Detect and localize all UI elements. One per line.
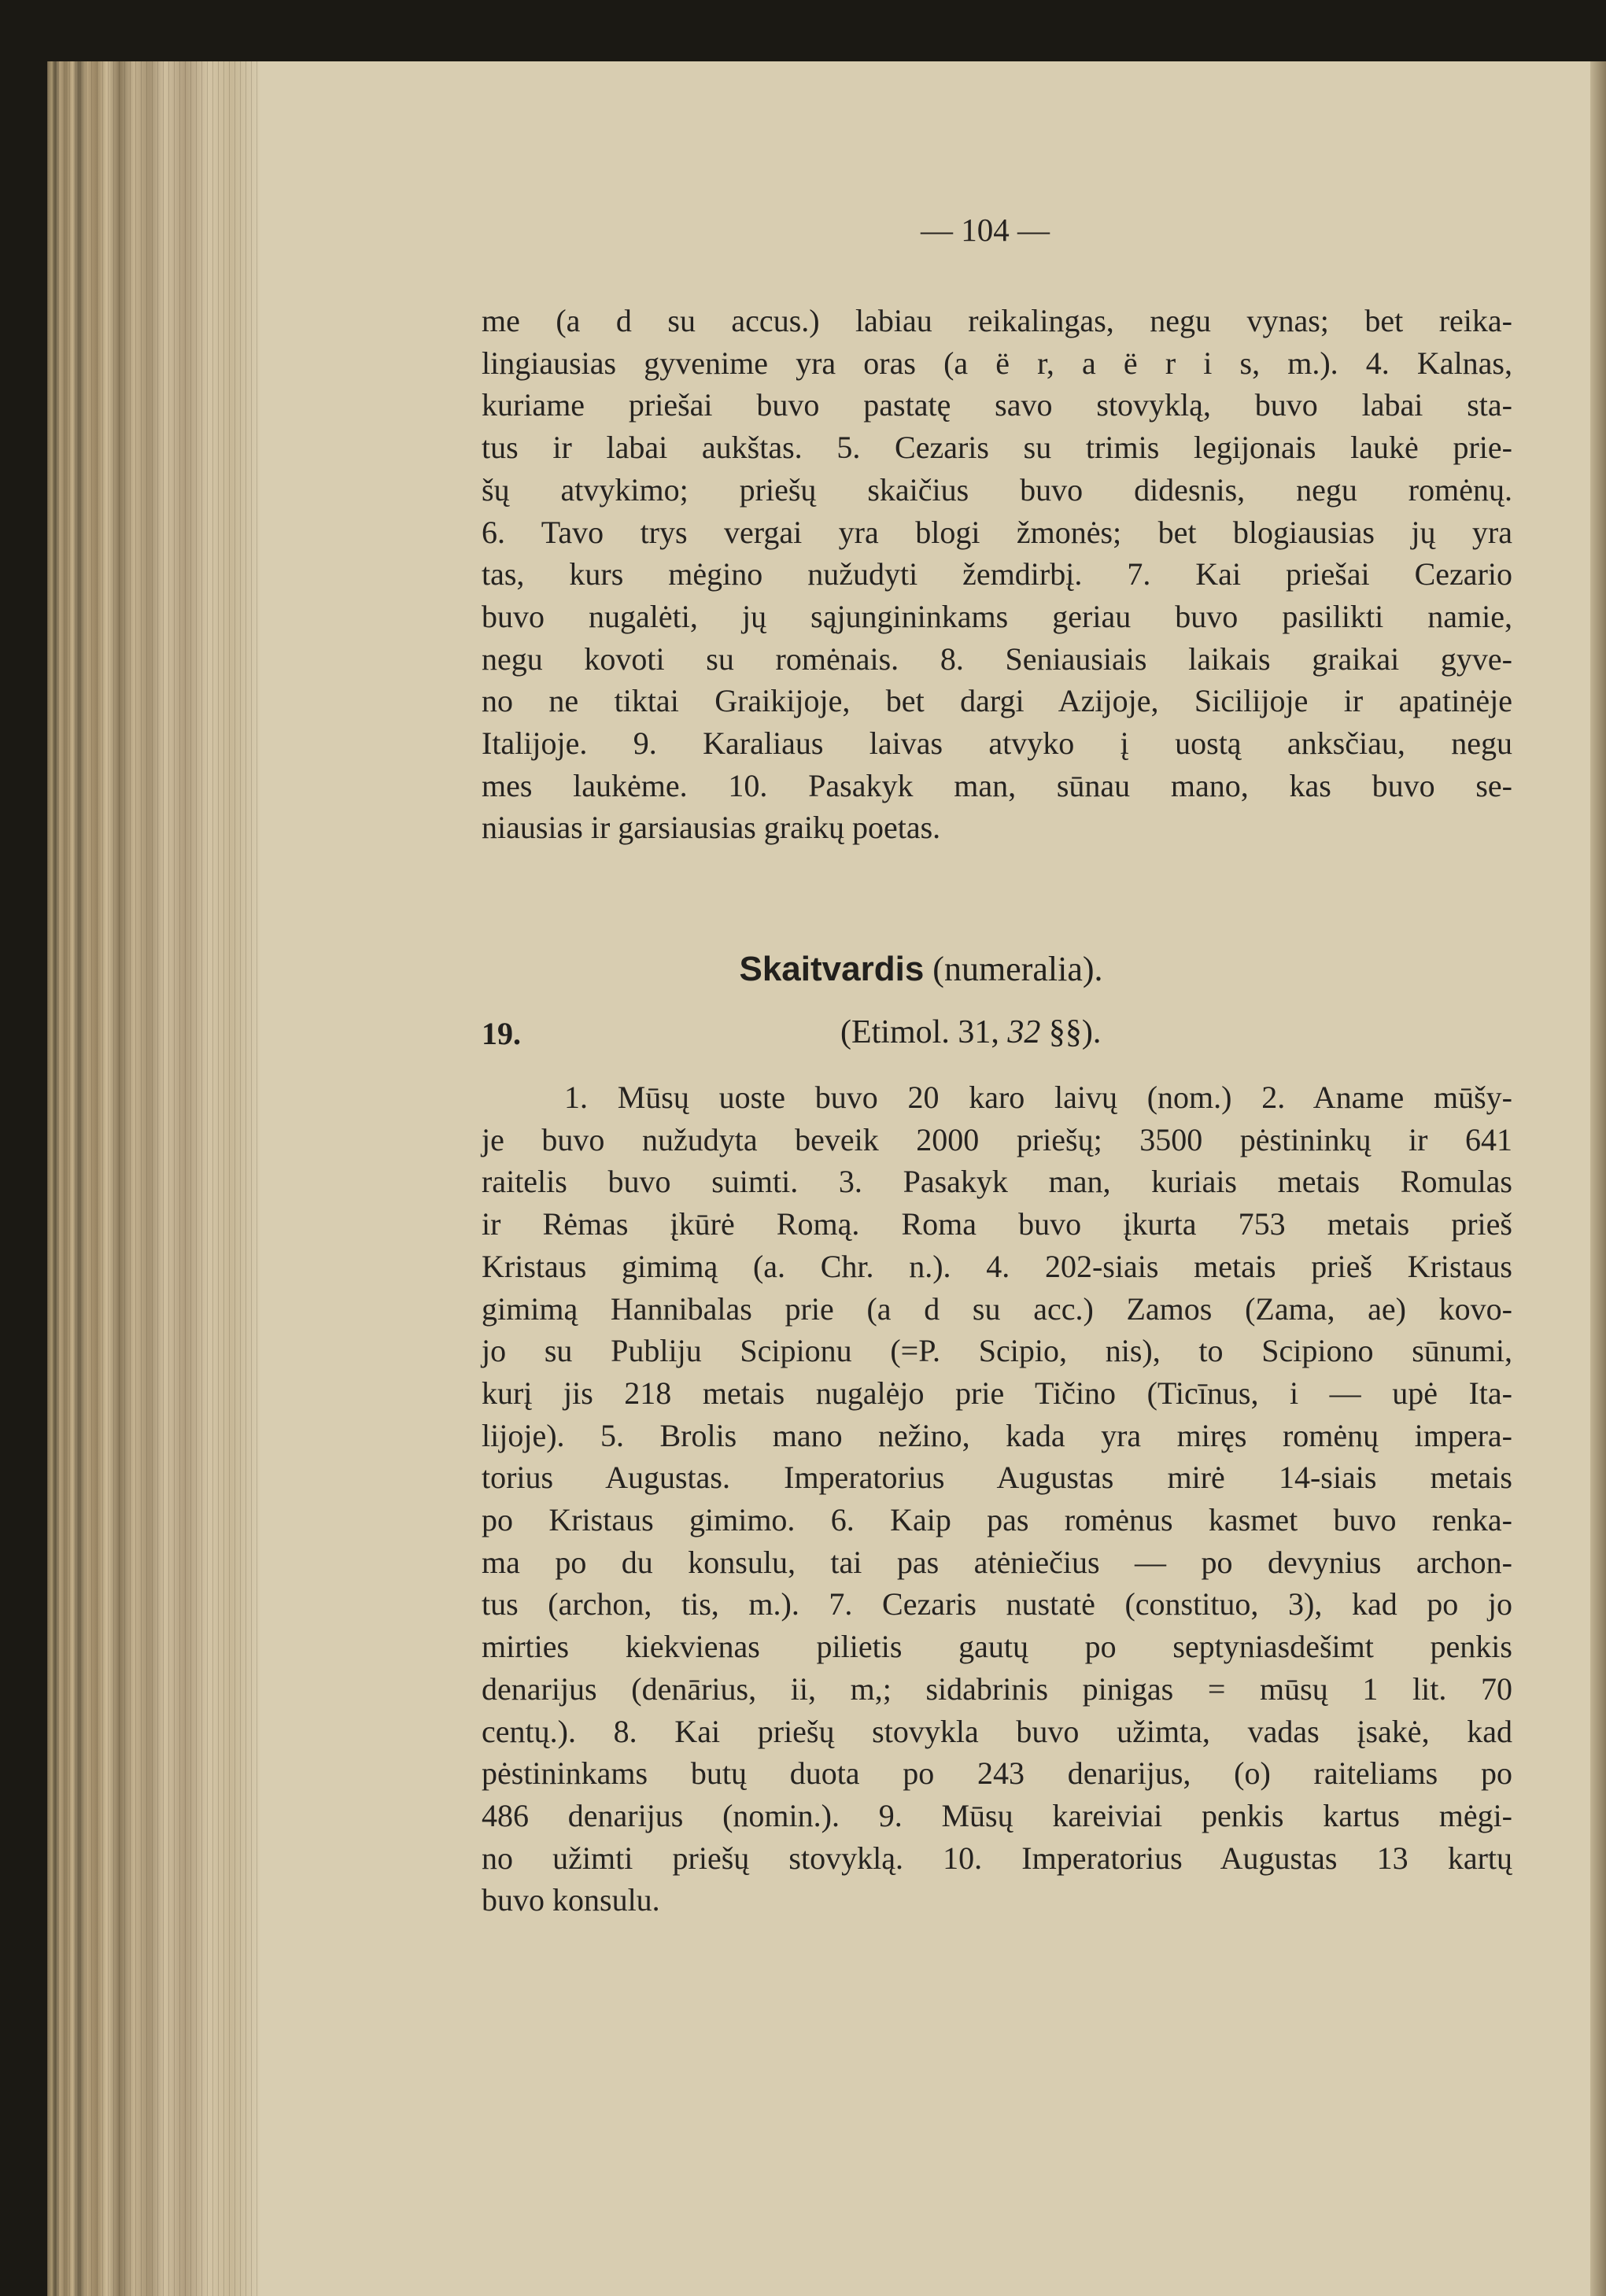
text-line: buvo nugalėti, jų sąjungininkams geriau buvo pasilikti namie, (482, 598, 1512, 634)
section-title-suffix: (numeralia). (932, 950, 1103, 988)
text-line: tus (archon, tis, m.). 7. Cezaris nustatė (constituo, 3), kad po jo (482, 1586, 1512, 1622)
text-line: buvo konsulu. (482, 1882, 660, 1918)
right-page-edge (1590, 61, 1606, 2296)
text-line: 6. Tavo trys vergai yra blogi žmonės; bet blogiausias jų yra (482, 514, 1512, 550)
text-line: centų.). 8. Kai priešų stovykla buvo užimta, vadas įsakė, kad (482, 1713, 1512, 1749)
text-line: negu kovoti su romėnais. 8. Seniausiais laikais graikai gyve- (482, 640, 1512, 677)
text-line: denarijus (denārius, ii, m,; sidabrinis pinigas = mūsų 1 lit. 70 (482, 1670, 1512, 1707)
reference-suffix: §§). (1040, 1014, 1102, 1050)
exercise-reference (840, 1013, 1101, 1051)
section-title: Skaitvardis (739, 950, 925, 988)
text-line: gimimą Hannibalas prie (a d su acc.) Zamos (Zama, ae) kovo- (482, 1290, 1512, 1327)
exercise-19-text (482, 1076, 1512, 1921)
text-line: lijoje). 5. Brolis mano nežino, kada yra miręs romėnų impera- (482, 1417, 1512, 1453)
text-line: 486 denarijus (nomin.). 9. Mūsų kareiviai penkis kartus mėgi- (482, 1797, 1512, 1833)
text-line: torius Augustas. Imperatorius Augustas mirė 14-siais metais (482, 1460, 1512, 1496)
text-line: jo su Publiju Scipionu (=P. Scipio, nis), to Scipiono sūnumi, (482, 1333, 1512, 1369)
page-number: — 104 — (921, 212, 1050, 248)
text-line: mes laukėme. 10. Pasakyk man, sūnau mano, kas buvo se- (482, 767, 1512, 803)
text-line: kurį jis 218 metais nugalėjo prie Tičino (Ticīnus, i — upė Ita- (482, 1375, 1512, 1411)
text-line: šų atvykimo; priešų skaičius buvo didesnis, negu romėnų. (482, 471, 1512, 508)
text-line: niausias ir garsiausias graikų poetas. (482, 810, 941, 846)
reference-prefix: (Etimol. 31, (840, 1014, 1008, 1050)
text-line: mirties kiekvienas pilietis gautų po septyniasdešimt penkis (482, 1629, 1512, 1665)
text-line: 1. Mūsų uoste buvo 20 karo laivų (nom.) 2. Aname mūšy- (564, 1080, 1512, 1115)
text-line: kuriame priešai buvo pastatę savo stovyklą, buvo labai sta- (482, 387, 1512, 423)
page-block-edges (47, 61, 260, 2296)
reference-italic: 32 (1007, 1014, 1041, 1050)
text-line: Kristaus gimimą (a. Chr. n.). 4. 202-siais metais prieš Kristaus (482, 1248, 1512, 1284)
text-line: tas, kurs mėgino nužudyti žemdirbį. 7. Kai priešai Cezario (482, 556, 1512, 592)
text-line: pėstininkams butų duota po 243 denarijus, (o) raiteliams po (482, 1755, 1512, 1792)
text-line: ma po du konsulu, tai pas atėniečius — po devynius archon- (482, 1544, 1512, 1580)
text-line: me (a d su accus.) labiau reikalingas, negu vynas; bet reika- (482, 303, 1512, 338)
text-line: no ne tiktai Graikijoje, bet dargi Azijoje, Sicilijoje ir apatinėje (482, 683, 1512, 719)
text-line: Italijoje. 9. Karaliaus laivas atvyko į uostą anksčiau, negu (482, 725, 1512, 762)
text-line: ir Rėmas įkūrė Romą. Roma buvo įkurta 753 metais prieš (482, 1206, 1512, 1242)
text-line: je buvo nužudyta beveik 2000 priešų; 3500 pėstininkų ir 641 (482, 1121, 1512, 1157)
text-line: no užimti priešų stovyklą. 10. Imperatorius Augustas 13 kartų (482, 1840, 1512, 1876)
text-line: tus ir labai aukštas. 5. Cezaris su trimis legijonais laukė prie- (482, 430, 1512, 466)
text-line: po Kristaus gimimo. 6. Kaip pas romėnus kasmet buvo renka- (482, 1502, 1512, 1538)
text-line: raitelis buvo suimti. 3. Pasakyk man, kuriais metais Romulas (482, 1164, 1512, 1200)
text-line: lingiausias gyvenime yra oras (a ë r, a ë r i s, m.). 4. Kalnas, (482, 345, 1512, 381)
section-heading (0, 949, 1606, 989)
paragraph-continuation (482, 300, 1512, 849)
exercise-number: 19. (482, 1016, 521, 1051)
